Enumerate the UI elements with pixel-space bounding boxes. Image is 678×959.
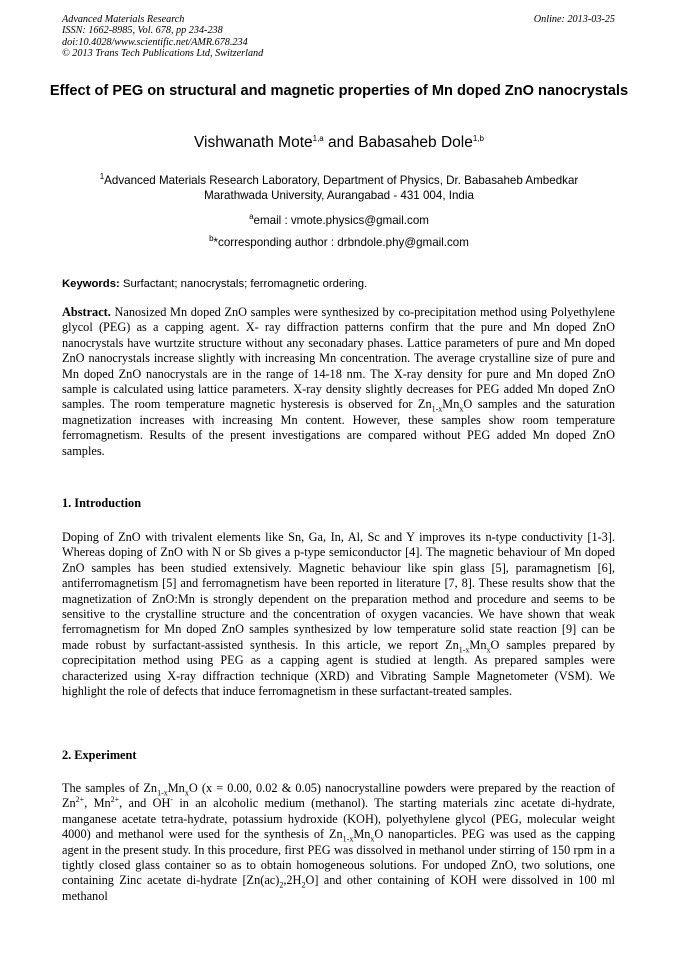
introduction-paragraph bbox=[62, 530, 615, 699]
exp-text-8: O nanoparticles. PEG was used as the capping agent in the present study. In this procedure, first PEG was dissolved in methanol under stirring of 150 rpm in a tightly closed glass container so as to obtain homogeneous solutions. For undoped ZnO, two solutions, one containing Zinc acetate di-hydrate [Zn(ac) bbox=[62, 827, 615, 888]
online-date: Online: 2013-03-25 bbox=[533, 14, 615, 25]
email-b bbox=[40, 236, 638, 249]
abstract-label: Abstract. bbox=[62, 305, 111, 319]
exp-text-7: Mn bbox=[353, 827, 371, 842]
affiliation bbox=[40, 173, 638, 203]
email-a bbox=[40, 214, 638, 227]
exp-sub-1: 1-x bbox=[157, 788, 168, 798]
abstract-sub-1: 1-x bbox=[431, 404, 443, 414]
exp-text-2: Mn bbox=[167, 781, 185, 795]
exp-text-5: , and OH bbox=[119, 796, 171, 811]
exp-sup-2: 2+ bbox=[110, 795, 120, 805]
email-b-text: *corresponding author : drbndole.phy@gmail.com bbox=[213, 236, 469, 249]
intro-sub-2: x bbox=[486, 645, 491, 655]
intro-text-1: Doping of ZnO with trivalent elements like Sn, Ga, In, Al, Sc and Y improves its n-type conductivity [1-3]. Whereas doping of ZnO with N or Sb gives a p-type semiconductor [4]. The magnetic behaviour of Mn doped ZnO samples has been studied extensively. Magnetic behaviour like spin glass [5], paramagnetism [6], antiferromagnetism [5] and ferromagnetism have been reported in literature [7, 8]. These results show that the magnetization of ZnO:Mn is strongly dependent on the preparation method and procedure and seems to be sensitive to the crystalline structure and the concentration of oxygen vacancies. We have shown that weak ferromagnetism for Mn doped ZnO samples synthesized by low temperature solid state reaction [9] can be made robust by surfactant-assisted synthesis. In this article, we report Zn bbox=[62, 530, 615, 652]
exp-sub-5: 2 bbox=[279, 880, 284, 890]
section-heading-introduction: 1. Introduction bbox=[62, 496, 142, 510]
issn: ISSN: 1662-8985, Vol. 678, pp 234-238 bbox=[62, 25, 223, 37]
paper-title: Effect of PEG on structural and magnetic properties of Mn doped ZnO nanocrystals bbox=[49, 83, 629, 99]
journal-name: Advanced Materials Research bbox=[62, 14, 185, 25]
section-heading-experiment: 2. Experiment bbox=[62, 748, 137, 762]
exp-sub-6: 2 bbox=[301, 880, 306, 890]
keywords-label: Keywords: bbox=[62, 278, 120, 290]
exp-text-10: O] and other containing of KOH were dissolved in 100 ml methanol bbox=[62, 873, 615, 903]
affiliation-sup: 1 bbox=[99, 172, 105, 182]
author-and: and bbox=[323, 134, 359, 151]
email-b-sup: b bbox=[209, 234, 214, 244]
abstract-sub-2: x bbox=[459, 404, 464, 414]
abstract-text-1: Nanosized Mn doped ZnO samples were synthesized by co-precipitation method using Polyethylene glycol (PEG) as a capping agent. X- ray diffraction patterns confirm that the pure and Mn doped ZnO nanocrystals have wurtzite structure without any seconadary phases. Lattice parameters of pure and Mn doped ZnO nanocrystals increase slightly with increasing Mn concentration. The average crystalline size of pure and Mn doped ZnO nanocrystals are in the range of 14-18 nm. The X-ray density for pure and Mn doped ZnO sample is calculated using lattice parameters. X-ray density slightly decreases for PEG added Mn doped ZnO samples. The room temperature magnetic hysteresis is observed for Zn bbox=[62, 305, 615, 412]
intro-text-2: O samples prepared by coprecipitation method using PEG as a capping agent is studied at length. As prepared samples were characterized using X-ray diffraction technique (XRD) and Vibrating Sample Magnetometer (VSM). We highlight the role of defects that induce ferromagnetism in these surfactant-treated samples. bbox=[62, 637, 615, 699]
experiment-paragraph bbox=[62, 781, 615, 904]
abstract-text-2: O samples and the saturation magnetization increases with increasing Mn content. However, these samples show room temperature ferromagnetism. Results of the present investigations are compared without PEG added Mn doped ZnO samples. bbox=[62, 397, 615, 458]
abstract bbox=[62, 305, 615, 459]
exp-sub-4: x bbox=[370, 834, 375, 844]
exp-sub-3: 1-x bbox=[342, 834, 354, 844]
exp-sub-2: x bbox=[184, 788, 189, 798]
author-list bbox=[40, 134, 638, 152]
abstract-mn: Mn bbox=[442, 397, 460, 412]
exp-text-9: ,2H bbox=[283, 873, 302, 888]
exp-text-4: , Mn bbox=[84, 796, 111, 811]
keywords bbox=[62, 278, 615, 290]
intro-mn: Mn bbox=[469, 637, 487, 652]
author-1: Vishwanath Mote bbox=[194, 134, 313, 151]
keywords-text: Surfactant; nanocrystals; ferromagnetic ordering. bbox=[119, 278, 368, 290]
exp-text-6: in an alcoholic medium (methanol). The starting materials zinc acetate di-hydrate, manganese acetate tetra-hydrate, potassium hydroxide (KOH), polyethylene glycol (PEG, molecular weight 4000) and methanol were used for the synthesis of Zn bbox=[62, 796, 615, 842]
intro-sub-1: 1-x bbox=[458, 645, 470, 655]
author-1-sup: 1,a bbox=[312, 133, 324, 143]
exp-sup-3: - bbox=[170, 795, 174, 805]
author-2-sup: 1,b bbox=[472, 133, 484, 143]
author-2: Babasaheb Dole bbox=[358, 134, 473, 151]
copyright: © 2013 Trans Tech Publications Ltd, Switzerland bbox=[62, 48, 264, 60]
email-a-sup: a bbox=[249, 212, 254, 222]
journal-header bbox=[62, 14, 615, 60]
exp-sup-1: 2+ bbox=[75, 795, 85, 805]
email-a-text: email : vmote.physics@gmail.com bbox=[253, 214, 429, 227]
affiliation-line-2: Marathwada University, Aurangabad - 431 004, India bbox=[204, 189, 474, 202]
exp-text-1: The samples of Zn bbox=[62, 781, 158, 795]
affiliation-line-1: Advanced Materials Research Laboratory, Department of Physics, Dr. Babasaheb Ambedkar bbox=[104, 174, 579, 187]
exp-text-3: O (x = 0.00, 0.02 & 0.05) nanocrystalline powders were prepared by the reaction of Zn bbox=[62, 781, 615, 811]
doi: doi:10.4028/www.scientific.net/AMR.678.234 bbox=[62, 36, 248, 48]
